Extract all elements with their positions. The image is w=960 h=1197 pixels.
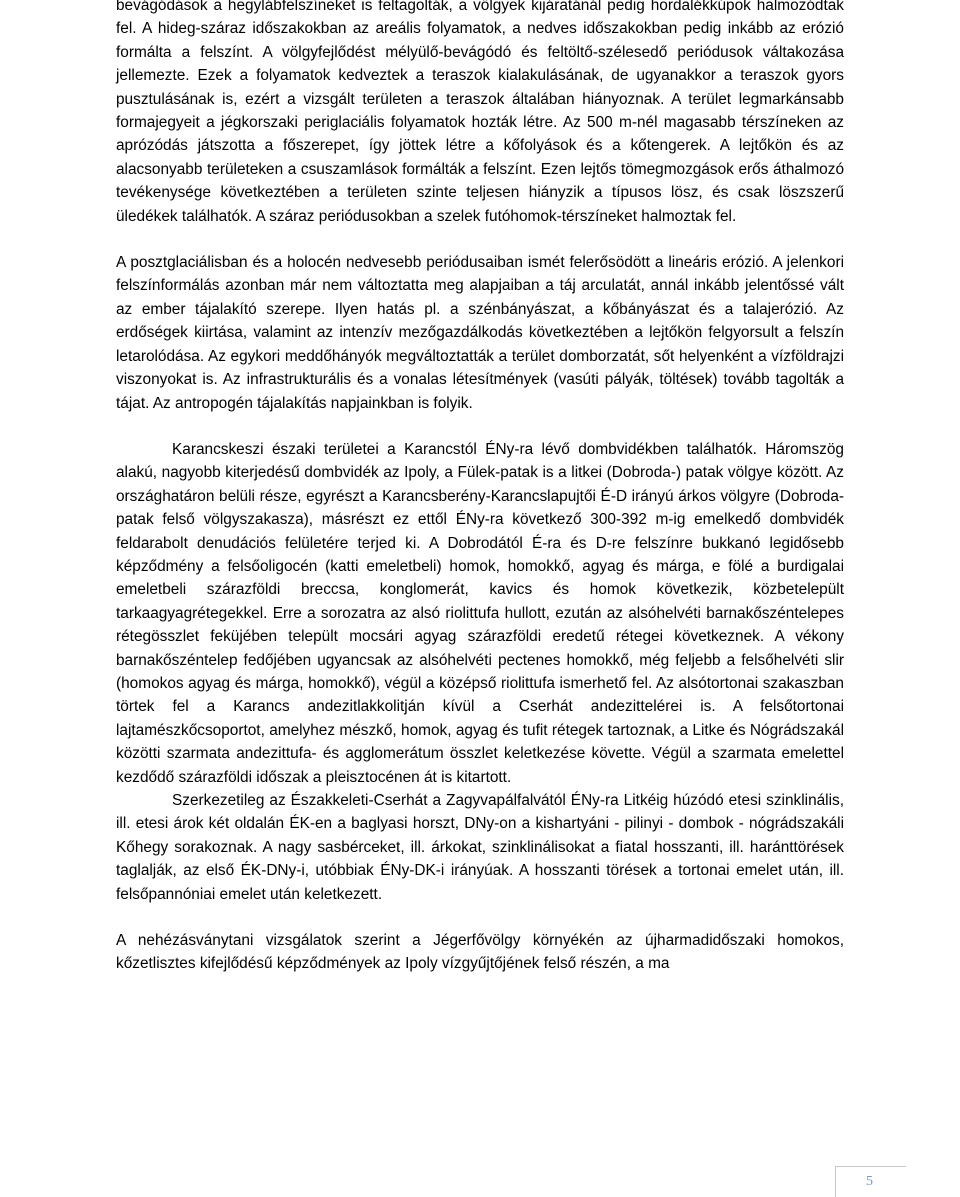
paragraph-heavy-minerals: A nehézásványtani vizsgálatok szerint a Jégerfővölgy környékén az újharmadidőszaki homokos, kőzetlisztes kifejlődésű képződmények az Ipoly vízgyűjtőjének felső részén, a ma xyxy=(116,932,844,973)
paragraph-structure: Szerkezetileg az Északkeleti-Cserhát a Zagyvapálfalvától ÉNy-ra Litkéig húzódó etesi szinklinális, ill. etesi árok két oldalán ÉK-en a baglyasi horszt, DNy-on a kishartyáni - pilinyi - dombok - nógrádszakáli Kőhegy sorakoznak. A nagy sasbérceket, ill. árkokat, szinklinálisokat a fiatal hosszanti, ill. haránttörések taglalják, az első ÉK-DNy-i, utóbbiak ÉNy-DK-i irányúak. A hosszanti törések a tortonai emelet után, ill. felsőpannóniai emelet után keletkezett. xyxy=(116,792,844,903)
paragraph-karancskeszi: Karancskeszi északi területei a Karancstól ÉNy-ra lévő dombvidékben találhatók. Háromszög alakú, nagyobb kiterjedésű dombvidék az Ipoly, a Fülek-patak is a litkei (Dobroda-) patak völgye között. Az országhatáron belüli része, egyrészt a Karancsberény-Karancslapujtői É-D irányú árkos völgyre (Dobroda-patak felső völgyszakasza), másrészt ez ettől ÉNy-ra következő 300-392 m-ig emelkedő dombvidék feldarabolt denudációs felületére terjed ki. A Dobrodától É-ra és D-re felszínre bukkanó legidősebb képződmény a felsőoligocén (katti emeletbeli) homok, homokkő, agyag és márga, e fölé a burdigalai emeletbeli szárazföldi breccsa, konglomerát, kavics és homok következik, közbetelepült tarkaagyagrétegekkel. Erre a sorozatra az alsó riolittufa hullott, ezután az alsóhelvéti barnakőszéntelepes rétegösszlet feküjében települt mocsári agyag szárazföldi eredetű rétegei következnek. A vékony barnakőszéntelep fedőjében ugyancsak az alsóhelvéti pectenes homokkő, még feljebb a felsőhelvéti slir (homokos agyag és márga, homokkő), végül a középső riolittufa ismerhető fel. Az alsótortonai szakaszban törtek fel a Karancs andezitlakkolitján kívül a Cserhát andezittelérei is. A felsőtortonai lajtamészkőcsoportot, amelyhez mészkő, homok, agyag és tufit rétegek tartoznak, a Litke és Nógrádszakál közötti szarmata andezittufa- és agglomerátum összlet keletkezése követte. Végül a szarmata emelettel kezdődő szárazföldi időszak a pleisztocénen át is kitartott. xyxy=(116,440,844,786)
page-number: 5 xyxy=(866,1174,873,1189)
document-body xyxy=(116,0,844,976)
paragraph-postglacial: A posztglaciálisban és a holocén nedvesebb periódusaiban ismét felerősödött a lineáris erózió. A jelenkori felszínformálás azonban már nem változtatta meg alapjaiban a táj arculatát, annál inkább jelentőssé vált az ember tájalakító szerepe. Ilyen hatás pl. a szénbányászat, a kőbányászat és a talajerózió. Az erdőségek kiirtása, valamint az intenzív mezőgazdálkodás következtében a lejtőkön felgyorsult a felszín letarolódása. Az egykori meddőhányók megváltoztatták a terület domborzatát, sőt helyenként a vízföldrajzi viszonyokat is. Az infrastrukturális és a vonalas létesítmények (vasúti pályák, töltések) tovább tagolták a tájat. Az antropogén tájalakítás napjainkban is folyik. xyxy=(116,254,844,412)
paragraph-geomorphology: bevágódások a hegylábfelszíneket is feltagolták, a völgyek kijáratánál pedig hordalékkúpok halmozódtak fel. A hideg-száraz időszakokban az areális folyamatok, a nedves időszakokban pedig inkább az erózió formálta a felszínt. A völgyfejlődést mélyülő-bevágódó és feltöltő-szélesedő periódusok váltakozása jellemezte. Ezek a folyamatok kedveztek a teraszok kialakulásának, de ugyanakkor a teraszok gyors pusztulásának is, ezért a vizsgált területen a teraszok általában hiányoznak. A terület legmarkánsabb formajegyeit a jégkorszaki periglaciális folyamatok hozták létre. Az 500 m-nél magasabb térszíneken az aprózódás játszotta a főszerepet, így jöttek létre a kőfolyások és a kőtengerek. A lejtőkön és az alacsonyabb területeken a csuszamlások formálták a felszínt. Ezen lejtős tömegmozgások erős áthalmozó tevékenysége következtében a területen szinte teljesen hiányzik a típusos lösz, és csak löszszerű üledékek találhatók. A száraz periódusokban a szelek futóhomok-térszíneket halmoztak fel. xyxy=(116,0,844,225)
